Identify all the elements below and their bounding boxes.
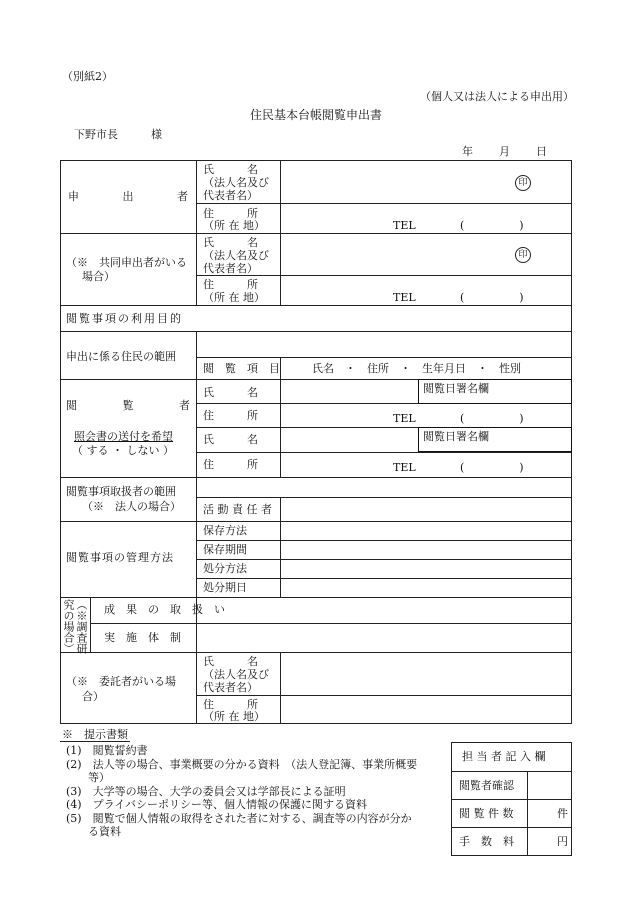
viewer1-tel-field[interactable]: ( ) <box>460 412 524 425</box>
co-applicant-tel-label: TEL <box>393 291 416 304</box>
research-results-label: 成 果 の 取 扱 い <box>104 603 225 616</box>
purpose-field[interactable] <box>198 307 570 329</box>
document-item-4: (4) プライバシーポリシー等、個人情報の保護に関する資料 <box>66 798 368 811</box>
consignor-address-label-1: 住 所 <box>203 698 258 711</box>
management-row-disposal-date: 処分期日 <box>203 581 247 594</box>
viewer1-signature-box[interactable] <box>418 379 572 404</box>
mailing-label: 照会書の送付を希望 <box>74 430 173 443</box>
purpose-label: 閲覧事項の利用目的 <box>66 312 183 325</box>
applicant-seal-mark: 印 <box>515 175 531 191</box>
office-row-view-count: 閲 覧 件 数 <box>459 807 514 820</box>
documents-heading: ※ 提示書類 <box>62 728 128 741</box>
research-side-label-col1: （※調査研 <box>75 599 88 654</box>
handler-responsible-label: 活 動 責 任 者 <box>203 503 272 516</box>
viewer-label: 閲 覧 者 <box>66 399 190 412</box>
scope-items-value: 氏名 ・ 住所 ・ 生年月日 ・ 性別 <box>312 362 521 375</box>
applicant-address-label-2: （所 在 地） <box>203 219 265 232</box>
applicant-name-label-1: 氏 名 <box>203 163 258 176</box>
office-row-view-count-unit: 件 <box>557 807 568 820</box>
office-title: 担 当 者 記 入 欄 <box>462 750 546 763</box>
management-label: 閲覧事項の管理方法 <box>66 551 174 564</box>
management-row-storage-method: 保存方法 <box>203 524 247 537</box>
viewer2-tel-label: TEL <box>393 461 416 474</box>
office-row-fee-unit: 円 <box>557 835 568 848</box>
office-row-fee: 手 数 料 <box>459 835 514 848</box>
consignor-label-1: （※ 委託者がいる場 <box>66 675 176 688</box>
document-item-5-cont: る資料 <box>66 825 121 838</box>
handler-scope-field[interactable] <box>198 479 570 496</box>
applicant-name-label-2: （法人名及び <box>203 176 269 189</box>
applicant-label: 申 出 者 <box>68 190 188 203</box>
annex-label: （別紙2） <box>62 70 113 83</box>
co-applicant-name-label-3: 代表者名） <box>203 262 258 275</box>
viewer1-name-label: 氏 名 <box>203 386 258 399</box>
consignor-address-label-2: （所 在 地） <box>203 710 265 723</box>
viewer1-signature-label: 閲覧日署名欄 <box>423 382 489 395</box>
co-applicant-name-label-1: 氏 名 <box>203 236 258 249</box>
document-item-3: (3) 大学等の場合、大学の委員会又は学部長による証明 <box>66 785 346 798</box>
viewer2-signature-label: 閲覧日署名欄 <box>423 430 489 443</box>
date-month: 月 <box>499 145 510 158</box>
scope-items-label: 閲 覧 項 目 <box>203 362 280 375</box>
viewer2-address-label: 住 所 <box>203 458 258 471</box>
applicant-tel-field[interactable]: ( ) <box>460 219 524 232</box>
viewer2-signature-box[interactable] <box>418 427 572 452</box>
consignor-label-2: 合） <box>82 690 104 703</box>
page-title: 住民基本台帳閲覧申出書 <box>250 108 383 122</box>
viewer2-tel-field[interactable]: ( ) <box>460 461 524 474</box>
document-item-5: (5) 閲覧で個人情報の取得をされた者に対する、調査等の内容が分か <box>66 812 412 825</box>
date-day: 日 <box>536 145 547 158</box>
co-applicant-seal-mark: 印 <box>515 247 531 263</box>
applicant-name-label-3: 代表者名） <box>203 189 258 202</box>
applicant-type: （個人又は法人による申出用） <box>420 90 574 103</box>
handler-label-1: 閲覧事項取扱者の範囲 <box>66 485 176 498</box>
research-side-label-col2: 究の場合） <box>62 599 75 654</box>
co-applicant-tel-field[interactable]: ( ) <box>460 291 524 304</box>
consignor-name-label-2: （法人名及び <box>203 668 269 681</box>
research-structure-label: 実 施 体 制 <box>104 631 181 644</box>
co-applicant-name-label-2: （法人名及び <box>203 249 269 262</box>
applicant-tel-label: TEL <box>393 219 416 232</box>
viewer1-address-label: 住 所 <box>203 409 258 422</box>
co-applicant-label-2: 場合） <box>82 270 115 283</box>
co-applicant-address-label-1: 住 所 <box>203 278 258 291</box>
document-item-2-cont: 等） <box>66 771 110 784</box>
handler-label-2: （※ 法人の場合） <box>82 500 181 513</box>
addressee: 下野市長 様 <box>74 128 162 141</box>
viewer2-name-label: 氏 名 <box>203 433 258 446</box>
document-item-1: (1) 閲覧誓約書 <box>66 744 148 757</box>
consignor-name-label-1: 氏 名 <box>203 655 258 668</box>
document-item-2: (2) 法人等の場合、事業概要の分かる資料 （法人登記簿、事業所概要 <box>66 758 418 771</box>
applicant-address-label-1: 住 所 <box>203 207 258 220</box>
date-year: 年 <box>462 145 473 158</box>
mailing-options[interactable]: （ する ・ しない ） <box>72 444 174 457</box>
management-row-disposal-method: 処分方法 <box>203 562 247 575</box>
office-row-viewer-check: 閲覧者確認 <box>459 779 514 792</box>
co-applicant-label-1: （※ 共同申出者がいる <box>66 256 187 269</box>
applicant-name-field[interactable] <box>282 162 507 202</box>
co-applicant-address-label-2: （所 在 地） <box>203 291 265 304</box>
scope-label: 申出に係る住民の範囲 <box>66 350 176 363</box>
viewer1-tel-label: TEL <box>393 412 416 425</box>
consignor-name-label-3: 代表者名） <box>203 681 258 694</box>
management-row-storage-period: 保存期間 <box>203 543 247 556</box>
